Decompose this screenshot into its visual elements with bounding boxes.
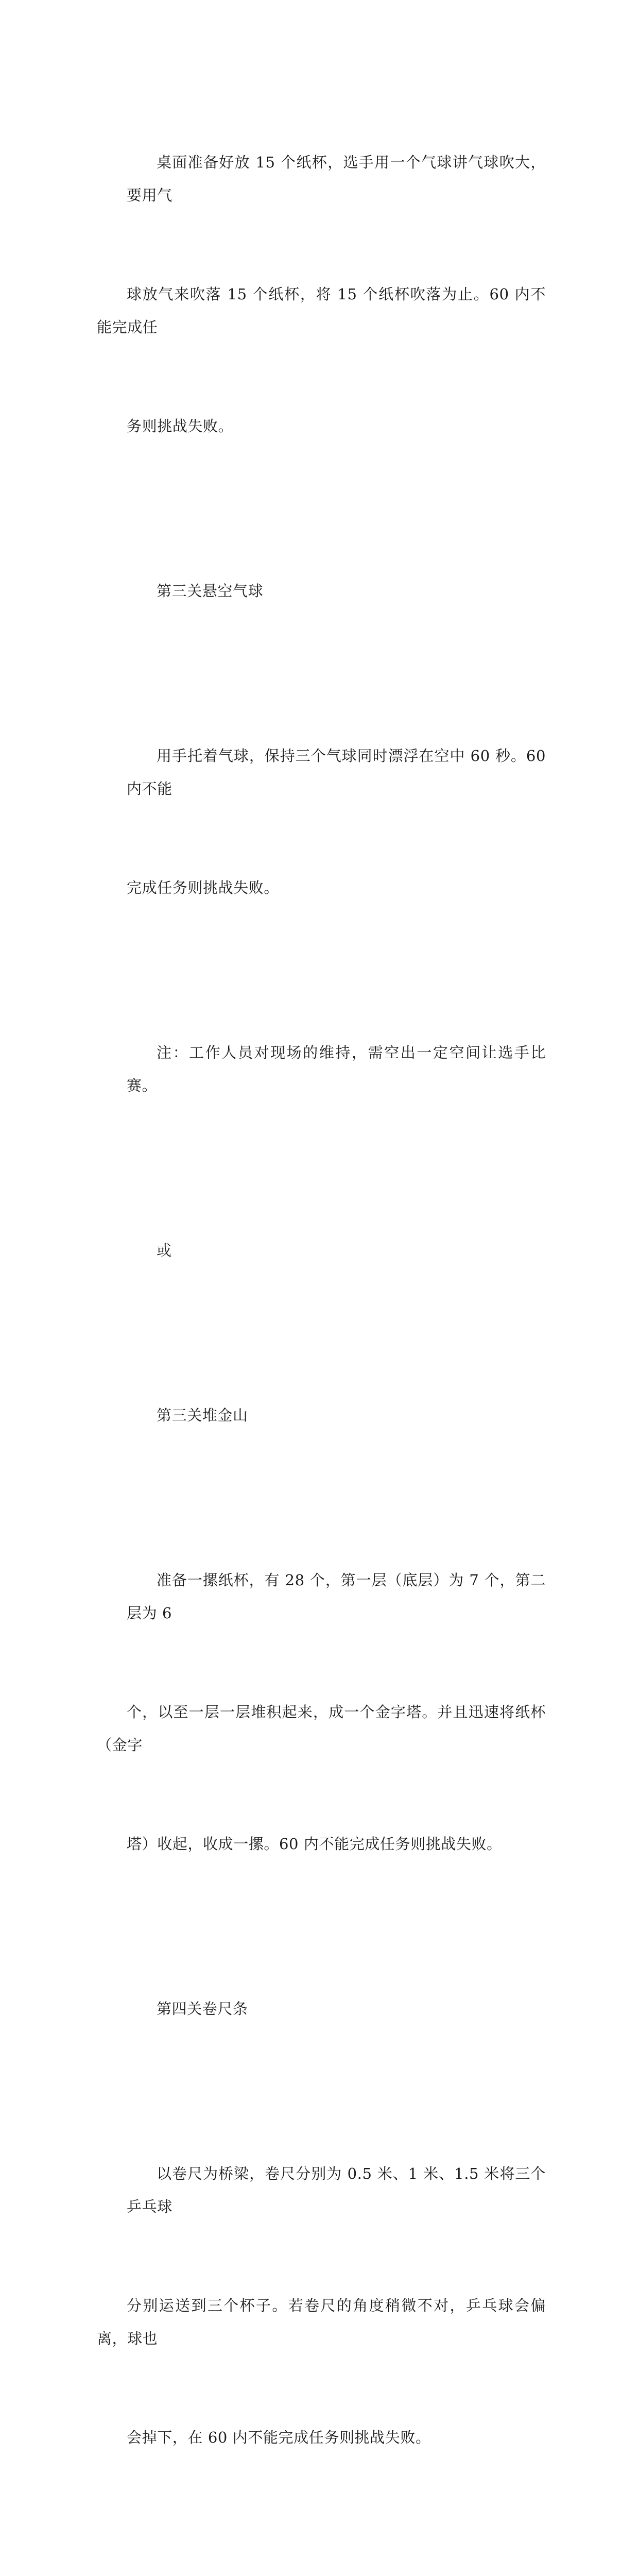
- text-line: 第三关悬空气球: [157, 582, 264, 600]
- text-line: 注：工作人员对现场的维持，需空出一定空间让选手比赛。: [127, 1044, 546, 1094]
- document-page: [97, 80, 551, 2576]
- text-line: 完成任务则挑战失败。: [127, 879, 280, 896]
- paragraph-pyramid-rule: [97, 1498, 546, 1926]
- text-line: 球放气来吹落 15 个纸杯，将 15 个纸杯吹落为止。60 内不能完成任: [97, 285, 546, 336]
- text-line: 或: [157, 1242, 172, 1259]
- paragraph-tape-measure-rule: [97, 2091, 546, 2520]
- paragraph-balloon-rule: [97, 673, 551, 970]
- note-staff-space: [97, 970, 546, 1168]
- section-heading-pyramid: [97, 1333, 546, 1498]
- text-line: 务则挑战失败。: [127, 417, 234, 435]
- section-heading-balloon: [97, 509, 546, 673]
- text-line: 分别运送到三个杯子。若卷尺的角度稍微不对，乒乓球会偏离，球也: [97, 2297, 546, 2347]
- text-line: 准备一摞纸杯，有 28 个，第一层（底层）为 7 个，第二层为 6: [127, 1571, 546, 1622]
- note-staff-ping-pong: [97, 2520, 546, 2576]
- text-line: 第四关卷尺条: [157, 2000, 248, 2018]
- text-line: 以卷尺为桥梁，卷尺分别为 0.5 米、1 米、1.5 米将三个乒乓球: [127, 2165, 546, 2215]
- text-line: 塔）收起，收成一摞。60 内不能完成任务则挑战失败。: [127, 1835, 502, 1853]
- paragraph-cups-rule: [97, 80, 546, 509]
- text-line: 会掉下，在 60 内不能完成任务则挑战失败。: [127, 2429, 431, 2446]
- text-line: 用手托着气球，保持三个气球同时漂浮在空中 60 秒。60 内不能: [127, 747, 551, 798]
- alternative-marker: [97, 1168, 546, 1333]
- section-heading-tape-measure: [97, 1926, 546, 2091]
- text-line: 桌面准备好放 15 个纸杯，选手用一个气球讲气球吹大，要用气: [127, 154, 546, 204]
- text-line: 个，以至一层一层堆积起来，成一个金字塔。并且迅速将纸杯（金字: [97, 1703, 546, 1754]
- text-line: 第三关堆金山: [157, 1406, 248, 1424]
